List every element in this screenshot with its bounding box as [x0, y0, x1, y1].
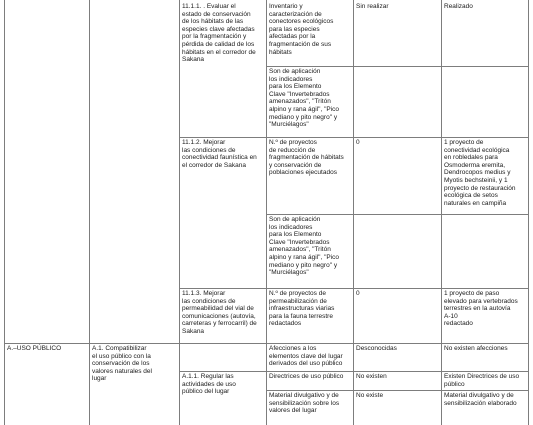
- objective-cell: 11.1.1. . Evaluar el estado de conservación de los hábitats de las especies clave afectadas por la fragmentación y pérdida de calidad de los hábitats en el corredor de Sakana: [182, 3, 256, 64]
- indicator-cell: Material divulgativo y de sensibilización sobre los valores del lugar: [269, 392, 340, 415]
- target-value-cell: Material divulgativo y de sensibilización elaborado: [444, 392, 517, 407]
- initial-value-cell: 0: [356, 139, 360, 146]
- target-value-cell: No existen afecciones: [444, 345, 508, 352]
- initial-value-cell: No existe: [356, 392, 384, 399]
- indicator-cell: Directrices de uso público: [269, 373, 344, 380]
- target-value-cell: 1 proyecto de paso elevado para vertebrados terrestres en la autovía A-10 redactado: [444, 290, 518, 328]
- indicator-cell: N.º de proyectos de reducción de fragmentación de hábitats y conservación de poblaciones ejecutados: [269, 139, 344, 177]
- indicator-cell: Son de aplicación los indicadores para los Elemento Clave "Invertebrados amenazados", "Tritón alpino y rana ágil", "Pico mediano y pito negro" y "Murciélagos": [269, 216, 340, 277]
- target-value-cell: Realizado: [444, 3, 473, 10]
- target-value-cell: Existen Directrices de uso público: [444, 373, 520, 388]
- initial-value-cell: Sin realizar: [356, 3, 389, 10]
- objective-cell: A.1.1. Regular las actividades de uso público del lugar: [182, 373, 236, 396]
- initial-value-cell: 0: [356, 290, 360, 297]
- indicator-cell: Inventario y caracterización de conectores ecológicos para las especies afectadas por la fragmentación de sus hábitats: [269, 3, 334, 56]
- indicator-cell: N.º de proyectos de permeabilización de infraestructuras viarias para la fauna terrestre redactados: [269, 290, 335, 328]
- goal-cell: A.1. Compatibilizar el uso público con la conservación de los valores naturales del lugar: [92, 345, 152, 383]
- initial-value-cell: No existen: [356, 373, 387, 380]
- section-cell: A.–USO PÚBLICO: [7, 345, 62, 352]
- initial-value-cell: Desconocidas: [356, 345, 397, 352]
- table-border-right: [528, 0, 529, 425]
- objective-cell: 11.1.2. Mejorar las condiciones de conectividad faunística en el corredor de Sakana: [182, 139, 257, 169]
- indicator-cell: Son de aplicación los indicadores para los Elemento Clave "Invertebrados amenazados", "Tritón alpino y rana ágil", "Pico mediano y pito negro" y "Murciélagos": [269, 68, 340, 129]
- target-value-cell: 1 proyecto de conectividad ecológica en robledales para Osmoderma eremita, Dendrocopos medius y Myotis bechsteinii, y 1 proyecto de restauración ecológica de setos naturales en campiña: [444, 139, 516, 207]
- objective-cell: 11.1.3. Mejorar las condiciones de permeabilidad del vial de comunicaciones (autovía, carreteras y ferrocarril) de Sakana: [182, 290, 257, 335]
- indicator-cell: Afecciones a los elementos clave del lugar derivados del uso público: [269, 345, 343, 368]
